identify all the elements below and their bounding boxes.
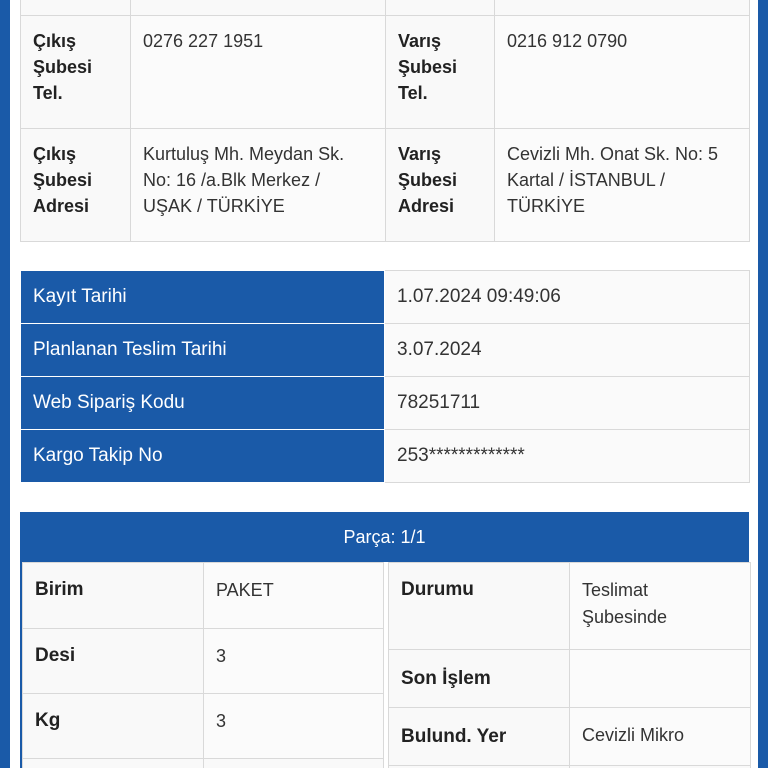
unit-label: Birim xyxy=(23,563,204,629)
origin-branch-phone-value: 0276 227 1951 xyxy=(131,16,386,129)
table-row xyxy=(21,377,750,430)
destination-branch-address-label: Varış Şubesi Adresi xyxy=(386,129,495,242)
parts-body xyxy=(22,562,747,768)
table-row xyxy=(21,324,750,377)
stub-cell xyxy=(495,0,750,16)
desi-label: Desi xyxy=(23,629,204,694)
right-frame-bar xyxy=(758,0,768,768)
location-label: Bulund. Yer xyxy=(389,708,570,766)
origin-branch-address-label: Çıkış Şubesi Adresi xyxy=(21,129,131,242)
parts-title: Parça: 1/1 xyxy=(343,527,426,547)
table-row xyxy=(23,759,384,768)
registration-date-value: 1.07.2024 09:49:06 xyxy=(385,271,750,324)
last-operation-label: Son İşlem xyxy=(389,650,570,708)
table-row xyxy=(389,708,751,766)
web-order-code-value: 78251711 xyxy=(385,377,750,430)
destination-branch-phone-label: Varış Şubesi Tel. xyxy=(386,16,495,129)
shipment-info-table xyxy=(20,270,750,483)
table-row xyxy=(23,563,384,629)
stub-cell xyxy=(21,0,131,16)
desi-value: 3 xyxy=(204,629,384,694)
origin-branch-address-value: Kurtuluş Mh. Meydan Sk. No: 16 /a.Blk Merkez / UŞAK / TÜRKİYE xyxy=(131,129,386,242)
destination-branch-phone-value: 0216 912 0790 xyxy=(495,16,750,129)
table-row xyxy=(389,563,751,650)
planned-delivery-date-label: Planlanan Teslim Tarihi xyxy=(21,324,385,377)
table-row xyxy=(389,650,751,708)
stub-cell xyxy=(204,759,384,768)
status-value: Teslimat Şubesinde xyxy=(570,563,751,650)
destination-branch-address-value: Cevizli Mh. Onat Sk. No: 5 Kartal / İSTANBUL / TÜRKİYE xyxy=(495,129,750,242)
last-operation-value xyxy=(570,650,751,708)
table-row xyxy=(23,629,384,694)
parts-section xyxy=(20,512,749,768)
stub-cell xyxy=(23,759,204,768)
location-value: Cevizli Mikro xyxy=(570,708,751,766)
table-row xyxy=(21,0,750,16)
cargo-tracking-number-label: Kargo Takip No xyxy=(21,430,385,483)
parts-right-table xyxy=(388,562,751,768)
registration-date-label: Kayıt Tarihi xyxy=(21,271,385,324)
branch-info-table xyxy=(20,0,750,242)
web-order-code-label: Web Sipariş Kodu xyxy=(21,377,385,430)
planned-delivery-date-value: 3.07.2024 xyxy=(385,324,750,377)
table-row xyxy=(21,271,750,324)
table-row xyxy=(23,694,384,759)
stub-cell xyxy=(131,0,386,16)
cargo-tracking-number-value: 253************* xyxy=(385,430,750,483)
stub-cell xyxy=(386,0,495,16)
weight-value: 3 xyxy=(204,694,384,759)
parts-left-table xyxy=(22,562,384,768)
table-row xyxy=(21,16,750,129)
table-row xyxy=(21,129,750,242)
table-row xyxy=(21,430,750,483)
weight-label: Kg xyxy=(23,694,204,759)
unit-value: PAKET xyxy=(204,563,384,629)
origin-branch-phone-label: Çıkış Şubesi Tel. xyxy=(21,16,131,129)
left-frame-bar xyxy=(0,0,10,768)
status-label: Durumu xyxy=(389,563,570,650)
